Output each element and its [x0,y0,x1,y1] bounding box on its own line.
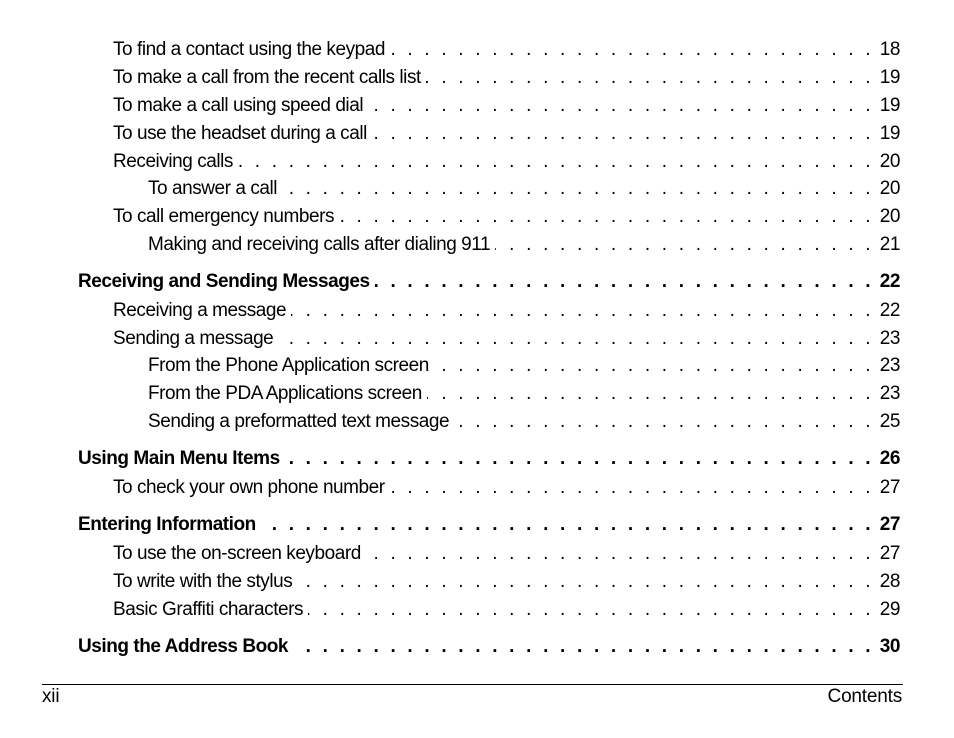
dot-leader [495,234,874,256]
toc-entry[interactable] [113,328,900,350]
dot-leader [375,271,874,293]
toc-entry-page: 30 [879,636,900,657]
toc-chapter-entry[interactable] [78,514,900,536]
toc-entry-title: Making and receiving calls after dialing 911 [148,234,491,255]
toc-entry-page: 21 [879,234,900,255]
toc-entry-title: To use the on-screen keyboard [113,543,361,564]
dot-leader [339,206,874,228]
dot-leader [308,599,874,621]
toc-entry-title: From the Phone Application screen [148,355,429,376]
toc-entry[interactable] [113,123,900,145]
toc-entry-page: 27 [879,514,900,535]
toc-entry[interactable] [113,206,900,228]
dot-leader [238,151,874,173]
dot-leader [285,448,874,470]
toc-entry-title: To call emergency numbers [113,206,335,227]
toc-entry-title: Receiving and Sending Messages [78,271,370,292]
toc-entry[interactable] [113,477,900,499]
toc-chapter-entry[interactable] [78,271,900,293]
toc-entry[interactable] [113,95,900,117]
toc-entry-page: 28 [879,571,900,592]
toc-entry-page: 23 [879,328,900,349]
toc-entry[interactable] [148,355,900,377]
dot-leader [261,514,874,536]
dot-leader [297,571,874,593]
toc-entry-page: 25 [879,411,900,432]
toc-entry-page: 19 [879,123,900,144]
dot-leader [426,67,874,89]
dot-leader [366,543,874,565]
toc-entry-title: Receiving calls [113,151,233,172]
toc-entry[interactable] [148,234,900,256]
dot-leader [291,300,874,322]
toc-entry-title: Sending a message [113,328,274,349]
toc-entry-page: 18 [879,39,900,60]
toc-entry[interactable] [113,39,900,61]
toc-entry[interactable] [148,383,900,405]
toc-entry-title: Entering Information [78,514,256,535]
toc-entry[interactable] [113,599,900,621]
toc-chapter-entry[interactable] [78,636,900,658]
toc-entry-title: Basic Graffiti characters [113,599,304,620]
toc-entry[interactable] [148,411,900,433]
toc-entry-title: Using Main Menu Items [78,448,280,469]
toc-entry-title: To make a call using speed dial [113,95,364,116]
toc-entry-page: 22 [879,271,900,292]
toc-entry-page: 27 [879,477,900,498]
toc-entry[interactable] [113,151,900,173]
toc-entry-page: 19 [879,67,900,88]
toc-entry[interactable] [113,67,900,89]
toc-entry-title: From the PDA Applications screen [148,383,422,404]
footer-divider [42,684,903,685]
toc-entry[interactable] [113,571,900,593]
toc-entry-page: 22 [879,300,900,321]
dot-leader [390,477,874,499]
toc-entry-title: To check your own phone number [113,477,385,498]
toc-chapter-entry[interactable] [78,448,900,470]
toc-entry-title: To make a call from the recent calls list [113,67,421,88]
toc-entry[interactable] [148,178,900,200]
dot-leader [293,636,874,658]
toc-entry-page: 27 [879,543,900,564]
toc-entry-page: 29 [879,599,900,620]
toc-entry[interactable] [113,300,900,322]
dot-leader [372,123,874,145]
dot-leader [434,355,874,377]
toc-entry-title: To use the headset during a call [113,123,367,144]
toc-entry-page: 20 [879,178,900,199]
toc-entry-page: 23 [879,355,900,376]
dot-leader [282,178,874,200]
toc-entry-title: To answer a call [148,178,278,199]
toc-entry-title: Sending a preformatted text message [148,411,450,432]
footer-section-title: Contents [827,686,902,707]
toc-entry-page: 26 [879,448,900,469]
toc-entry-page: 20 [879,206,900,227]
toc-entry-page: 20 [879,151,900,172]
toc-entry-title: Using the Address Book [78,636,289,657]
toc-entry-title: To write with the stylus [113,571,293,592]
dot-leader [427,383,874,405]
toc-entry-page: 19 [879,95,900,116]
dot-leader [368,95,874,117]
toc-entry-page: 23 [879,383,900,404]
toc-entry-title: Receiving a message [113,300,287,321]
toc-entry[interactable] [113,543,900,565]
footer-page-number: xii [42,686,60,707]
toc-entry-title: To find a contact using the keypad [113,39,386,60]
dot-leader [278,328,873,350]
dot-leader [454,411,874,433]
dot-leader [390,39,874,61]
